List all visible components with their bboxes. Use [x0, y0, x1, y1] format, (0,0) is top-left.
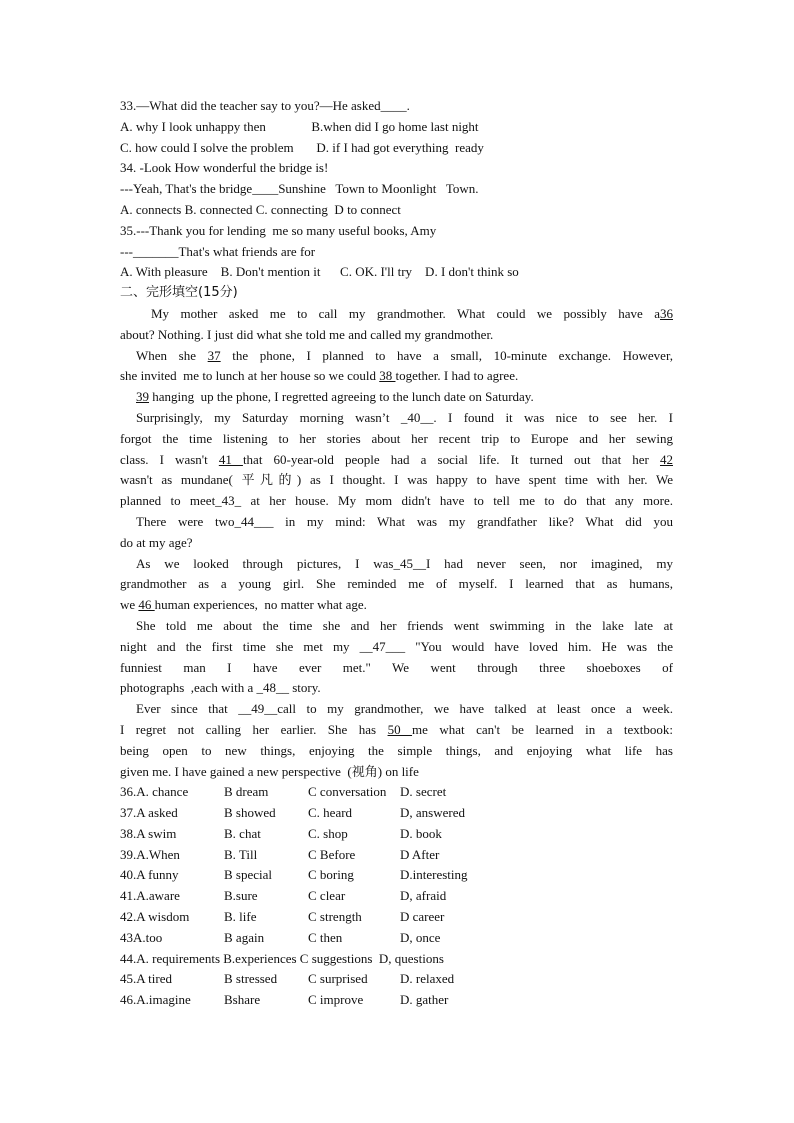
section-title: 二、完形填空(15分) [120, 285, 238, 301]
option-row: 42.A wisdom B. life C strength D career [120, 909, 445, 925]
passage-line: being open to new things, enjoying the simple things, and enjoying what life has [120, 742, 673, 758]
passage-line: Ever since that __49__call to my grandmother, we have talked at least once a week. [136, 701, 673, 717]
option-row: 43A.too B again C then D, once [120, 929, 441, 945]
blank-42: 42 [659, 451, 673, 467]
passage-line: class. I wasn't 41 that 60-year-old people had a social life. It turned out that her 42 [120, 451, 673, 467]
option-row: 41.A.aware B.sure C clear D, afraid [120, 888, 447, 904]
passage-line: funniest man I have ever met." We went through three shoeboxes of [120, 659, 673, 675]
passage-line: 39 hanging up the phone, I regretted agreeing to the lunch date on Saturday. [136, 389, 534, 405]
option-row: 44.A. requirements B.experiences C suggestions D, questions [120, 950, 444, 966]
passage-line: When she 37 the phone, I planned to have a small, 10-minute exchange. However, [136, 347, 673, 363]
q34-stem: 34. -Look How wonderful the bridge is! [120, 160, 329, 176]
q33-options-ab: A. why I look unhappy then B.when did I go home last night [120, 118, 479, 134]
q34-options: A. connects B. connected C. connecting D to connect [120, 201, 401, 217]
option-row: 45.A tired B stressed C surprised D. relaxed [120, 971, 455, 987]
passage-line: She told me about the time she and her friends went swimming in the lake late at [136, 617, 673, 633]
q35-line2: ---_______That's what friends are for [120, 243, 316, 259]
blank-37: 37 [207, 347, 221, 363]
passage-line: forgot the time listening to her stories about her recent trip to Europe and her sewing [120, 430, 673, 446]
passage-line: I regret not calling her earlier. She has 50 me what can't be learned in a textbook: [120, 721, 673, 737]
passage-line: As we looked through pictures, I was_45__I had never seen, nor imagined, my [136, 555, 673, 571]
passage-line: wasn't as mundane( 平凡的) as I thought. I was happy to have spent time with her. We [120, 472, 673, 488]
passage-line: There were two_44___ in my mind: What was my grandfather like? What did you [136, 513, 673, 529]
option-row: 36.A. chance B dream C conversation D. secret [120, 784, 447, 800]
option-row: 40.A funny B special C boring D.interesting [120, 867, 468, 883]
q33-stem: 33.—What did the teacher say to you?—He asked____. [120, 98, 410, 113]
q33-options-cd: C. how could I solve the problem D. if I had got everything ready [120, 139, 484, 155]
blank-50: 50 [387, 721, 413, 737]
option-row: 37.A asked B showed C. heard D, answered [120, 805, 465, 821]
passage-line: grandmother as a young girl. She reminded me of myself. I learned that as humans, [120, 576, 673, 592]
passage-line: night and the first time she met my __47___ "You would have loved him. He was the [120, 638, 673, 654]
blank-46: 46 [138, 597, 155, 613]
blank-41: 41 [218, 451, 243, 467]
blank-39: 39 [136, 389, 149, 405]
passage-line: photographs ,each with a _48__ story. [120, 680, 321, 696]
passage-line: given me. I have gained a new perspective (视角) on life [120, 763, 419, 779]
q35-stem: 35.---Thank you for lending me so many useful books, Amy [120, 222, 437, 238]
blank-38: 38 [379, 368, 396, 384]
passage-line: My mother asked me to call my grandmother. What could we possibly have a36 [151, 305, 673, 321]
option-row: 38.A swim B. chat C. shop D. book [120, 825, 442, 841]
passage-line: do at my age? [120, 534, 193, 550]
option-row: 46.A.imagine Bshare C improve D. gather [120, 992, 449, 1008]
passage-line: planned to meet_43_ at her house. My mom didn't have to tell me to do that any more. [120, 493, 673, 509]
exam-page [120, 96, 673, 1011]
blank-36: 36 [660, 305, 673, 321]
option-row: 39.A.When B. Till C Before D After [120, 846, 440, 862]
passage-line: Surprisingly, my Saturday morning wasn’t _40__. I found it was nice to see her. I [136, 409, 673, 425]
q35-options: A. With pleasure B. Don't mention it C. OK. I'll try D. I don't think so [120, 264, 519, 280]
passage-line: about? Nothing. I just did what she told me and called my grandmother. [120, 326, 494, 342]
passage-line: we 46 human experiences, no matter what age. [120, 597, 367, 613]
passage-line: she invited me to lunch at her house so we could 38 together. I had to agree. [120, 368, 519, 384]
q34-line2: ---Yeah, That's the bridge____Sunshine Town to Moonlight Town. [120, 181, 479, 197]
